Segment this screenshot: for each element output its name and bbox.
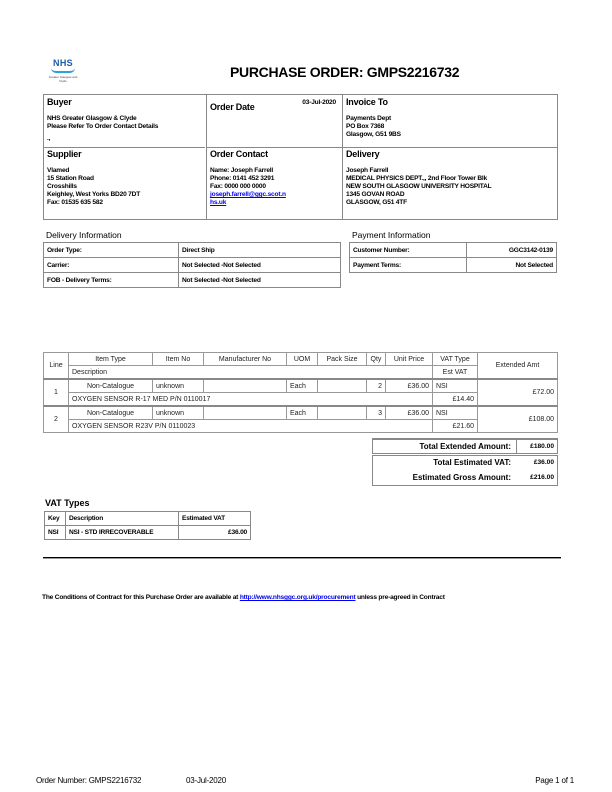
- order-date-value: 03-Jul-2020: [302, 99, 336, 106]
- header-description: Description: [66, 512, 179, 526]
- total-extended-label: Total Extended Amount:: [419, 442, 511, 451]
- cell-manufacturer-no: [204, 379, 287, 393]
- supplier-label: Supplier: [47, 149, 82, 159]
- header-extended-amt: Extended Amt: [478, 353, 558, 380]
- logo-brand: NHS: [53, 58, 73, 68]
- supplier-line: Crosshills: [47, 183, 77, 190]
- cell-description: OXYGEN SENSOR R-17 MED P/N 0110017: [69, 393, 433, 407]
- payment-info-table: [349, 242, 557, 273]
- invoice-to-section: [346, 97, 556, 139]
- contact-email-link-cont[interactable]: hs.uk: [210, 199, 227, 206]
- cell-line: 1: [44, 379, 69, 406]
- horizontal-rule: [43, 557, 561, 559]
- cell-unit-price: £36.00: [386, 406, 433, 420]
- footer-page-number: Page 1 of 1: [535, 776, 574, 785]
- cell-uom: Each: [287, 379, 318, 393]
- cell-item-type: Non-Catalogue: [69, 379, 153, 393]
- delivery-info-title: Delivery Information: [46, 230, 122, 240]
- total-extended-box: [372, 438, 558, 454]
- cell-key: NSI: [45, 526, 66, 540]
- header-pack-size: Pack Size: [318, 353, 367, 366]
- table-row: [44, 243, 341, 258]
- buyer-line: .,: [47, 135, 51, 142]
- divider: [342, 147, 557, 148]
- vat-types-title: VAT Types: [45, 498, 90, 508]
- contact-email-link[interactable]: joseph.farrell@ggc.scot.n: [210, 191, 286, 198]
- table-row: [44, 258, 341, 273]
- supplier-line: Keighley, West Yorks BD20 7DT: [47, 191, 141, 198]
- header-grid: [43, 94, 558, 220]
- row-label: Payment Terms:: [350, 258, 467, 273]
- row-value: Not Selected -Not Selected: [179, 273, 341, 288]
- invoice-line: Glasgow, G51 9BS: [346, 131, 401, 138]
- conditions-prefix: The Conditions of Contract for this Purchase Order are available at: [42, 594, 240, 601]
- order-contact-label: Order Contact: [210, 149, 268, 159]
- cell-description: NSI - STD IRRECOVERABLE: [66, 526, 179, 540]
- delivery-info-table: [43, 242, 341, 288]
- row-label: Order Type:: [44, 243, 179, 258]
- header-item-type: Item Type: [69, 353, 153, 366]
- buyer-line: NHS Greater Glasgow & Clyde: [47, 115, 137, 122]
- delivery-line: 1345 GOVAN ROAD: [346, 191, 405, 198]
- total-extended-value: £180.00: [530, 443, 554, 450]
- cell-extended-amt: £72.00: [478, 379, 558, 406]
- cell-item-no: unknown: [153, 379, 204, 393]
- footer-date: 03-Jul-2020: [186, 776, 227, 785]
- header-manufacturer-no: Manufacturer No: [204, 353, 287, 366]
- total-vat-value: £36.00: [533, 459, 554, 466]
- gross-amount-value: £216.00: [530, 474, 554, 481]
- cell-line: 2: [44, 406, 69, 433]
- header-description: Description: [69, 366, 433, 380]
- divider: [516, 440, 517, 454]
- table-row: [44, 379, 558, 393]
- supplier-line: Vlamed: [47, 167, 70, 174]
- divider: [206, 147, 342, 148]
- gross-amount-label: Estimated Gross Amount:: [412, 473, 511, 482]
- order-contact-section: [210, 149, 340, 207]
- table-row: [350, 243, 557, 258]
- cell-uom: Each: [287, 406, 318, 420]
- order-date-section: [210, 97, 338, 115]
- cell-item-type: Non-Catalogue: [69, 406, 153, 420]
- supplier-line: 15 Station Road: [47, 175, 94, 182]
- delivery-line: NEW SOUTH GLASGOW UNIVERSITY HOSPITAL: [346, 183, 492, 190]
- table-row: [44, 273, 341, 288]
- contact-line: Phone: 0141 452 3291: [210, 175, 275, 182]
- header-uom: UOM: [287, 353, 318, 366]
- contact-line: Fax: 0000 000 0000: [210, 183, 266, 190]
- row-label: Customer Number:: [350, 243, 467, 258]
- row-label: FOB - Delivery Terms:: [44, 273, 179, 288]
- cell-estimated-vat: £36.00: [179, 526, 251, 540]
- delivery-label: Delivery: [346, 149, 380, 159]
- header-estimated-vat: Estimated VAT: [179, 512, 251, 526]
- header-vat-type: VAT Type: [433, 353, 478, 366]
- total-vat-label: Total Estimated VAT:: [433, 458, 511, 467]
- buyer-section: [47, 97, 205, 143]
- header-item-no: Item No: [153, 353, 204, 366]
- page-title: PURCHASE ORDER: GMPS2216732: [230, 64, 460, 80]
- table-header-row: [44, 353, 558, 366]
- buyer-label: Buyer: [47, 97, 72, 107]
- nhs-logo: [46, 58, 80, 92]
- cell-extended-amt: £108.00: [478, 406, 558, 433]
- divider: [206, 95, 207, 219]
- table-row: [45, 526, 251, 540]
- invoice-to-label: Invoice To: [346, 97, 388, 107]
- table-header-row: [45, 512, 251, 526]
- row-value: Not Selected: [467, 258, 557, 273]
- vat-types-table: [44, 511, 251, 540]
- payment-info-title: Payment Information: [352, 230, 431, 240]
- supplier-section: [47, 149, 205, 207]
- cell-pack-size: [318, 406, 367, 420]
- cell-item-no: unknown: [153, 406, 204, 420]
- delivery-section: [346, 149, 558, 207]
- cell-est-vat: £21.60: [433, 420, 478, 433]
- delivery-line: Joseph Farrell: [346, 167, 389, 174]
- procurement-link[interactable]: http://www.nhsggc.org.uk/procurement: [239, 594, 356, 601]
- cell-pack-size: [318, 379, 367, 393]
- table-row: [350, 258, 557, 273]
- cell-est-vat: £14.40: [433, 393, 478, 407]
- cell-qty: 2: [367, 379, 386, 393]
- invoice-line: PO Box 7368: [346, 123, 385, 130]
- divider: [44, 147, 205, 148]
- invoice-line: Payments Dept: [346, 115, 392, 122]
- header-unit-price: Unit Price: [386, 353, 433, 366]
- cell-vat-type: NSI: [433, 406, 478, 420]
- logo-subtitle: Greater Glasgow and Clyde: [48, 75, 78, 83]
- row-value: GGC3142-0139: [467, 243, 557, 258]
- header-est-vat: Est VAT: [433, 366, 478, 380]
- logo-swoosh-icon: [51, 68, 75, 73]
- header-qty: Qty: [367, 353, 386, 366]
- row-value: Direct Ship: [179, 243, 341, 258]
- order-date-label: Order Date: [210, 102, 255, 112]
- cell-manufacturer-no: [204, 406, 287, 420]
- cell-vat-type: NSI: [433, 379, 478, 393]
- footer-order-number: Order Number: GMPS2216732: [36, 776, 142, 785]
- delivery-line: MEDICAL PHYSICS DEPT.,, 2nd Floor Tower Blk: [346, 175, 487, 182]
- vat-gross-box: [372, 455, 558, 486]
- supplier-line: Fax: 01535 635 582: [47, 199, 103, 206]
- cell-unit-price: £36.00: [386, 379, 433, 393]
- delivery-line: GLASGOW, G51 4TF: [346, 199, 407, 206]
- contact-line: Name: Joseph Farrell: [210, 167, 274, 174]
- header-key: Key: [45, 512, 66, 526]
- buyer-line: Please Refer To Order Contact Details: [47, 123, 159, 130]
- header-line: Line: [44, 353, 69, 380]
- row-label: Carrier:: [44, 258, 179, 273]
- divider: [342, 95, 343, 219]
- cell-qty: 3: [367, 406, 386, 420]
- items-table: [43, 352, 558, 433]
- conditions-text: [42, 594, 445, 601]
- conditions-suffix: unless pre-agreed in Contract: [355, 594, 445, 601]
- row-value: Not Selected -Not Selected: [179, 258, 341, 273]
- cell-description: OXYGEN SENSOR R23V P/N 0110023: [69, 420, 433, 433]
- table-row: [44, 406, 558, 420]
